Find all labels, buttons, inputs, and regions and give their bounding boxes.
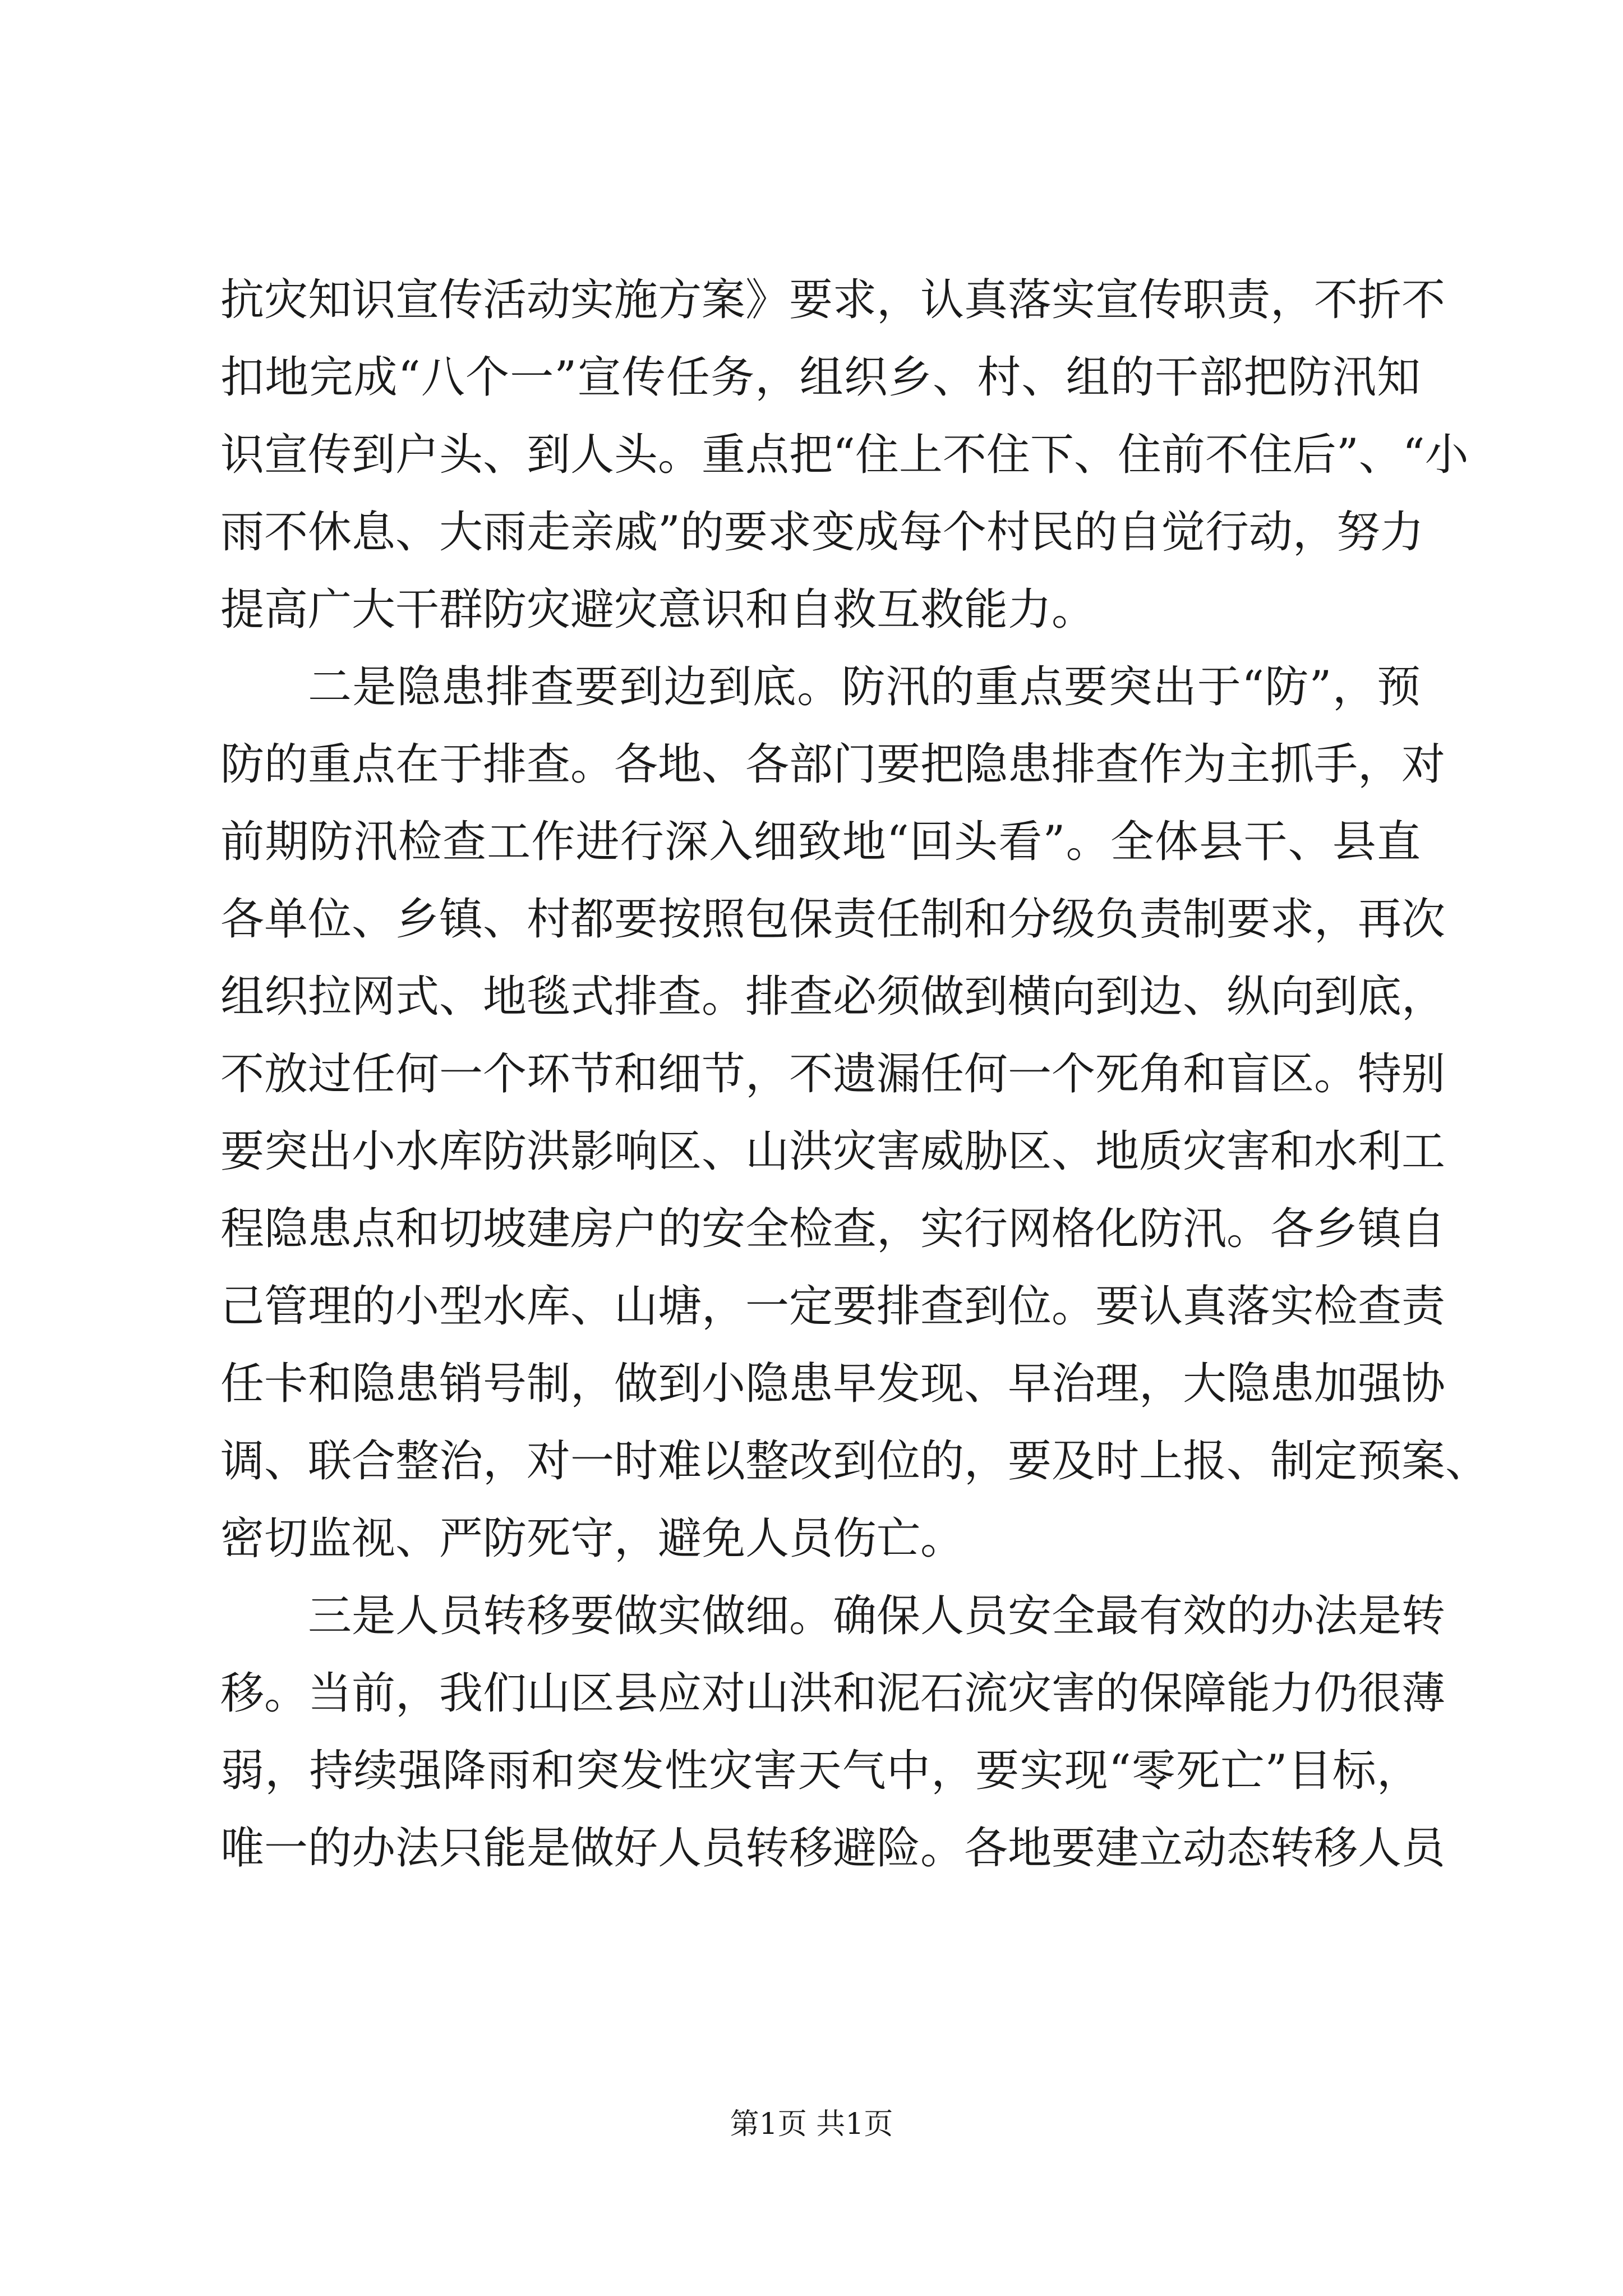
text-line: 不放过任何一个环节和细节，不遗漏任何一个死角和盲区。特别 [220,1049,1446,1099]
text-line: 密切监视、严防死守，避免人员伤亡。 [220,1513,965,1564]
text-line: 各单位、乡镇、村都要按照包保责任制和分级负责制要求，再次 [220,894,1446,945]
text-line: 雨不休息、大雨走亲戚”的要求变成每个村民的自觉行动，努力 [220,507,1424,558]
document-body [220,261,1490,1887]
text-line: 识宣传到户头、到人头。重点把“住上不住下、住前不住后”、“小 [220,430,1469,480]
text-line: 任卡和隐患销号制，做到小隐患早发现、早治理，大隐患加强协 [220,1359,1446,1409]
text-line: 前期防汛检查工作进行深入细致地“回头看”。全体县干、县直 [220,817,1421,867]
text-line: 己管理的小型水库、山塘，一定要排查到位。要认真落实检查责 [220,1281,1446,1332]
text-line: 程隐患点和切坡建房户的安全检查，实行网格化防汛。各乡镇自 [220,1204,1446,1254]
paragraph-1 [220,261,1469,648]
text-line: 提高广大干群防灾避灾意识和自救互救能力。 [220,585,1096,635]
text-line: 扣地完成“八个一”宣传任务，组织乡、村、组的干部把防汛知 [220,352,1421,403]
text-line: 组织拉网式、地毯式排查。排查必须做到横向到边、纵向到底， [220,972,1446,1022]
page-footer: 第1页 共1页 [730,2108,893,2141]
text-line: 三是人员转移要做实做细。确保人员安全最有效的办法是转 [308,1591,1446,1641]
text-line: 唯一的办法只能是做好人员转移避险。各地要建立动态转移人员 [220,1823,1446,1874]
text-line: 弱，持续强降雨和突发性灾害天气中，要实现“零死亡”目标， [220,1746,1421,1796]
paragraph-3 [220,1577,1446,1887]
text-line: 移。当前，我们山区县应对山洪和泥石流灾害的保障能力仍很薄 [220,1668,1446,1719]
text-line: 二是隐患排查要到边到底。防汛的重点要突出于“防”，预 [308,662,1421,712]
text-line: 防的重点在于排查。各地、各部门要把隐患排查作为主抓手，对 [220,739,1446,790]
paragraph-2 [220,648,1490,1577]
text-line: 抗灾知识宣传活动实施方案》要求，认真落实宣传职责，不折不 [220,275,1446,325]
text-line: 调、联合整治，对一时难以整改到位的，要及时上报、制定预案、 [220,1436,1490,1487]
text-line: 要突出小水库防洪影响区、山洪灾害威胁区、地质灾害和水利工 [220,1126,1446,1177]
